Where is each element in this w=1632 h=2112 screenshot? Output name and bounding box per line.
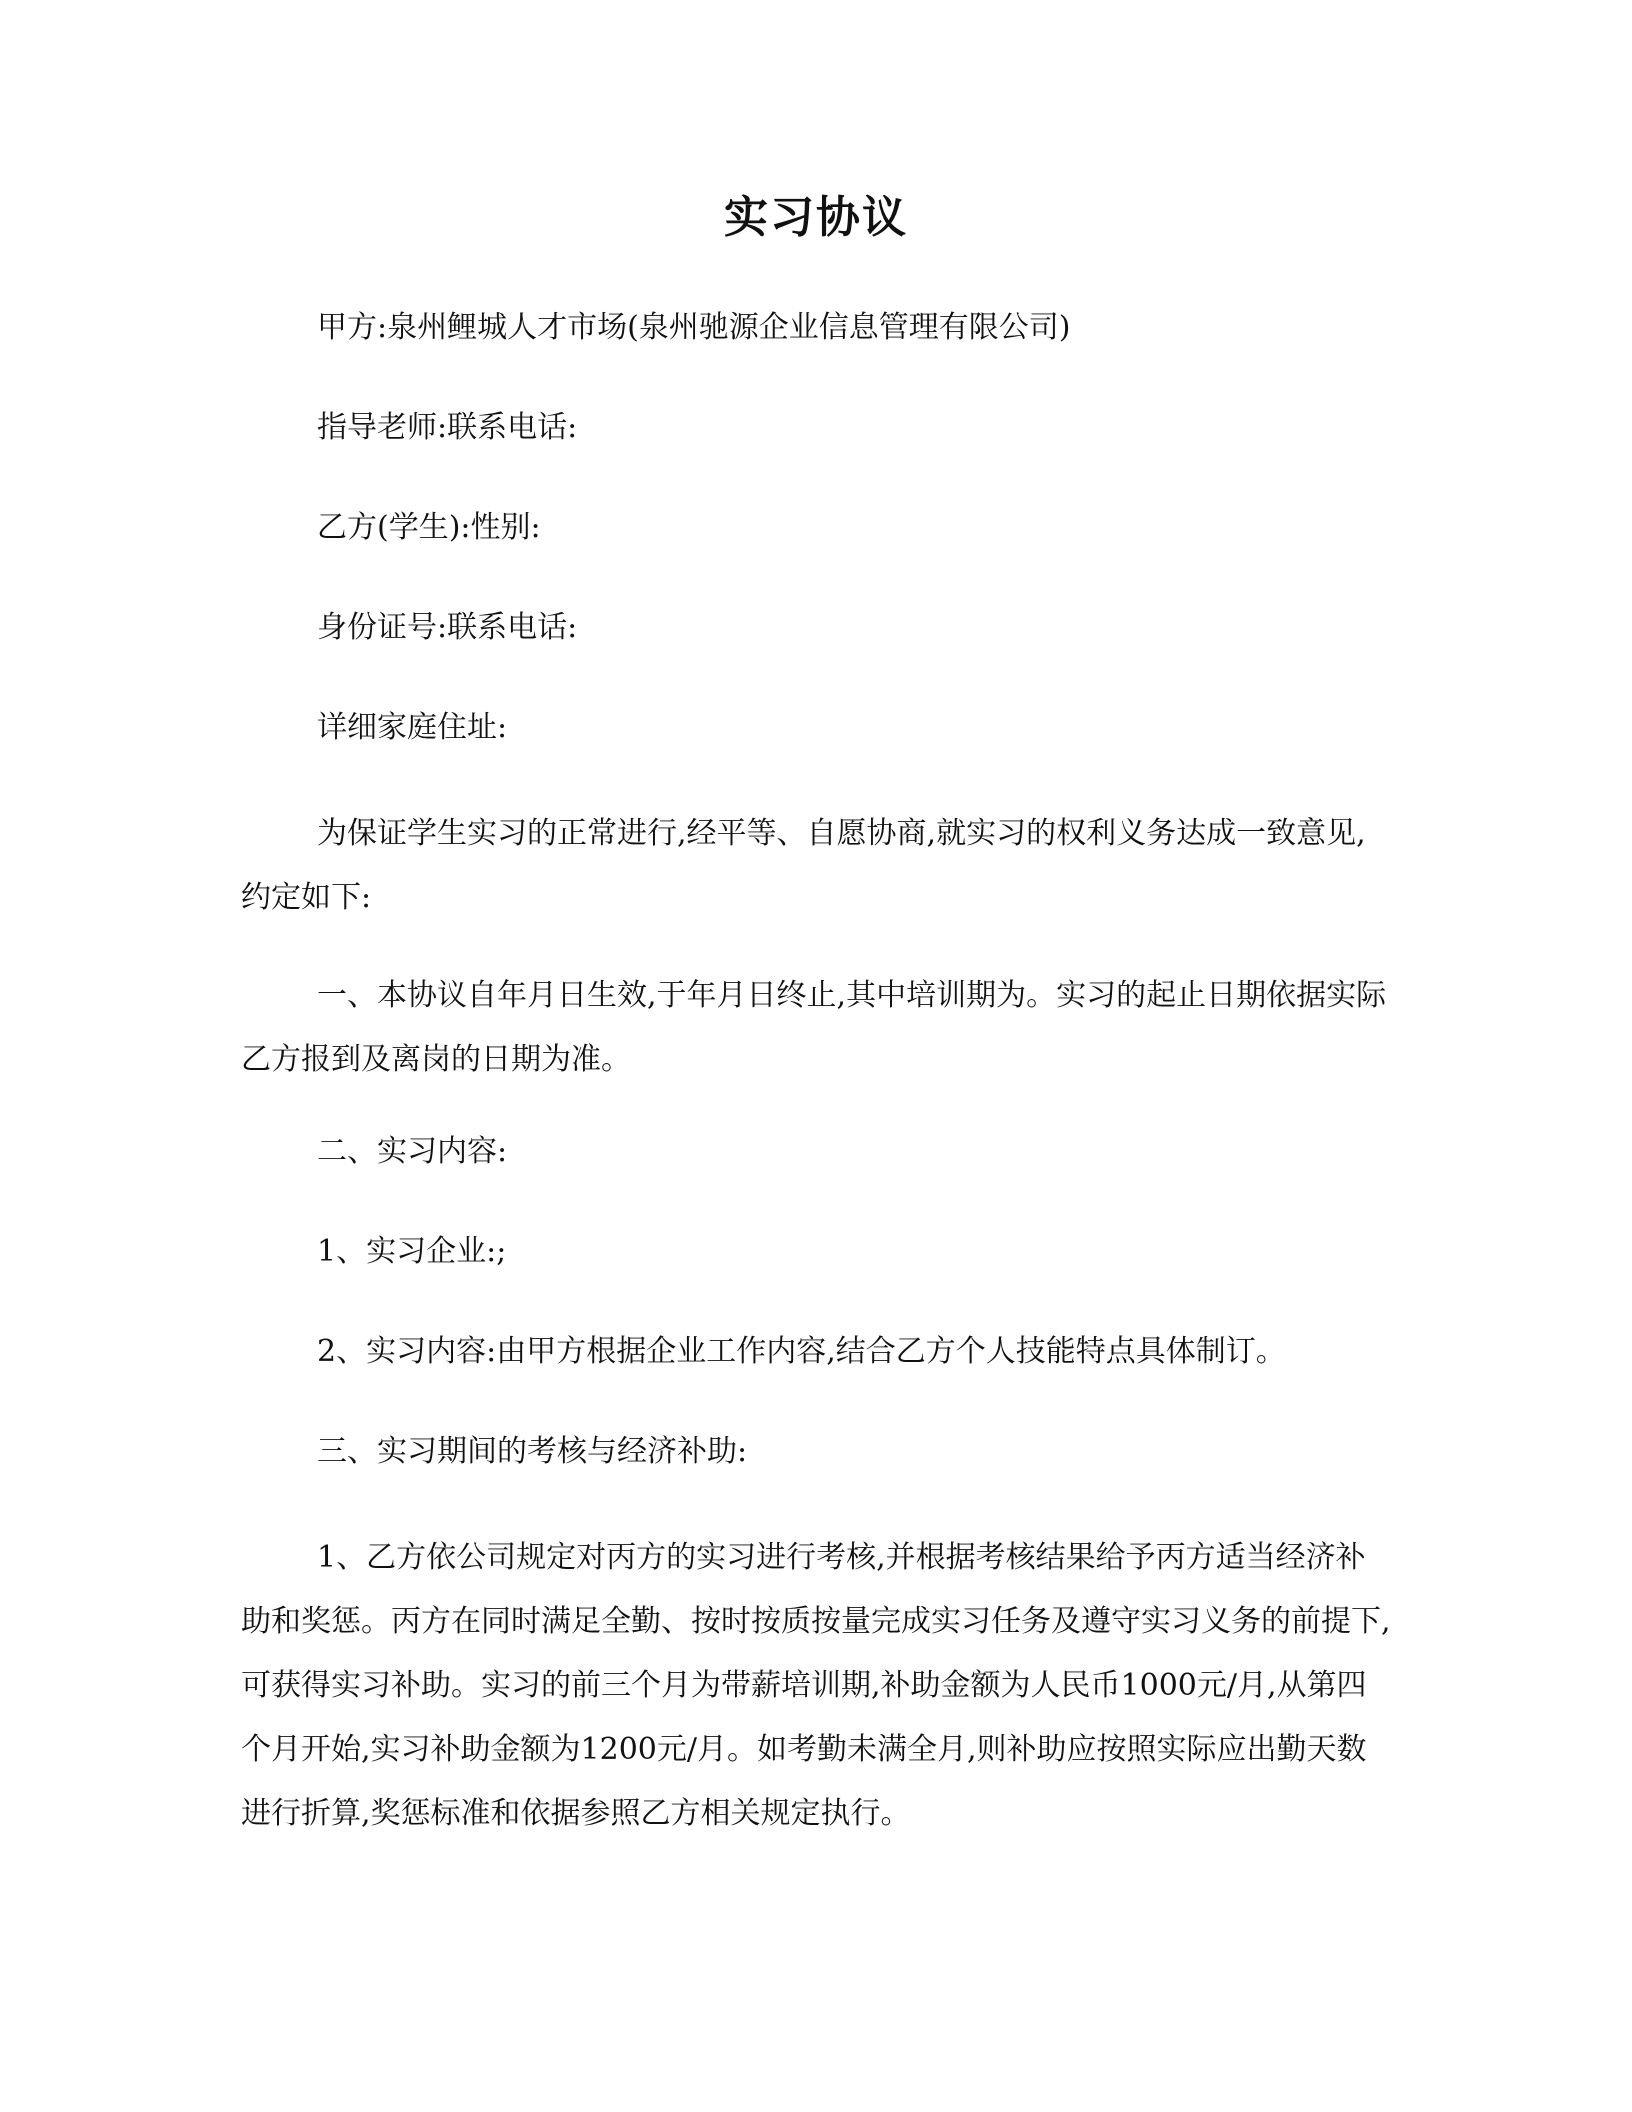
party-a-line: 甲方:泉州鲤城人才市场(泉州驰源企业信息管理有限公司) <box>317 310 1071 345</box>
clause-2-item-2: 2、实习内容:由甲方根据企业工作内容,结合乙方个人技能特点具体制订。 <box>317 1334 1286 1369</box>
document-title: 实习协议 <box>724 192 908 243</box>
clause-3-heading: 三、实习期间的考核与经济补助: <box>317 1434 748 1469</box>
party-b-line: 乙方(学生):性别: <box>317 510 541 545</box>
clause-2-item-1: 1、实习企业:; <box>317 1234 507 1269</box>
address-line: 详细家庭住址: <box>317 710 508 745</box>
clause-1-paragraph: 一、本协议自年月日生效,于年月日终止,其中培训期为。实习的起止日期依据实际乙方报到及离岗的日期为准。 <box>241 978 1387 1077</box>
preamble-paragraph: 为保证学生实习的正常进行,经平等、自愿协商,就实习的权利义务达成一致意见,约定如下: <box>241 816 1366 915</box>
clause-2-heading: 二、实习内容: <box>317 1134 508 1169</box>
clause-3-item-1: 1、乙方依公司规定对丙方的实习进行考核,并根据考核结果给予丙方适当经济补助和奖惩。丙方在同时满足全勤、按时按质按量完成实习任务及遵守实习义务的前提下,可获得实习补助。实习的前三个月为带薪培训期,补助金额为人民币1000元/月,从第四个月开始,实习补助金额为1200元/月。如考勤未满全月,则补助应按照实际应出勤天数进行折算,奖惩标准和依据参照乙方相关规定执行。 <box>241 1540 1391 1831</box>
id-number-line: 身份证号:联系电话: <box>317 610 578 645</box>
instructor-line: 指导老师:联系电话: <box>317 410 578 445</box>
